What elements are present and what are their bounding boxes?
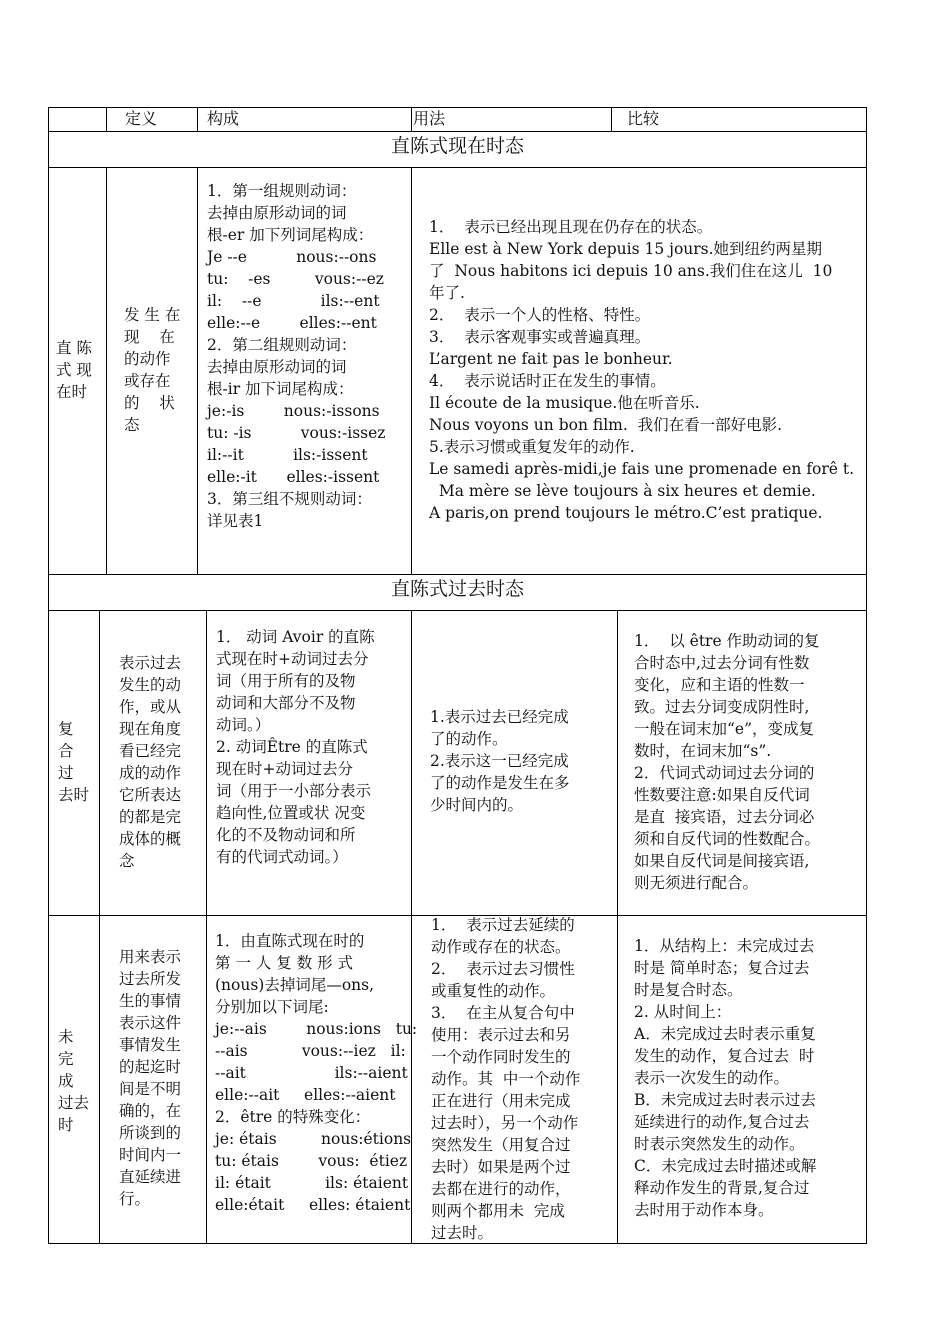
section-title-present: 直陈式现在时态 [390, 135, 524, 157]
text-line: C．未完成过去时描述或解 [634, 1157, 817, 1175]
passe-compose-definition [119, 652, 204, 872]
text-line: 了的动作是发生在多 [430, 774, 570, 792]
text-line: 去时用于动作本身。 [634, 1201, 774, 1219]
table-border-right [866, 107, 867, 1244]
text-line: 时是 简单时态；复合过去 [634, 959, 810, 977]
text-line: 现在角度 [119, 720, 182, 738]
imparfait-comparison [634, 935, 865, 1221]
text-line: je: étais nous:étions [215, 1130, 412, 1148]
text-line: 动词。） [216, 716, 271, 734]
text-line: 第 一 人 复 数 形 式 [215, 954, 354, 972]
text-line: 时是复合时态。 [634, 981, 743, 999]
text-line: je:--ais nous:ions tu: [215, 1020, 418, 1038]
text-line: 生的事情 [119, 992, 182, 1010]
text-line: 时间内一 [119, 1146, 182, 1164]
text-line: 去时）如果是两个过 [431, 1158, 571, 1176]
text-line: 趋向性,位置或状 况变 [216, 804, 366, 822]
text-line: 式现在时+动词过去分 [216, 650, 369, 668]
text-line: elle:--e elles:--ent [207, 314, 377, 332]
text-line: 过去时。 [431, 1224, 494, 1242]
text-line: 性数要注意:如果自反代词 [634, 786, 810, 804]
header-usage: 用法 [413, 109, 446, 128]
text-line: 4． 表示说话时正在发生的事情。 [429, 372, 666, 390]
text-line: 延续进行的动作,复合过去 [634, 1113, 810, 1131]
text-line: 变化，应和主语的性数一 [634, 676, 805, 694]
text-line: 用来表示 [119, 948, 182, 966]
past-divider [206, 610, 207, 1243]
passe-compose-usage [430, 706, 614, 816]
text-line: 致。过去分词变成阴性时, [634, 698, 810, 716]
text-line: 5.表示习惯或重复发年的动作. [429, 438, 635, 456]
text-line: 发生的动作，复合过去 时 [634, 1047, 815, 1065]
text-line: 成的动作 [119, 764, 182, 782]
text-line: 正在进行（用未完成 [431, 1092, 571, 1110]
text-line: 则两个都用未 完成 [431, 1202, 565, 1220]
present-usage [429, 216, 865, 524]
text-line: 行。 [119, 1190, 151, 1208]
text-line: 2．être 的特殊变化： [215, 1108, 371, 1126]
text-line: 2． 表示过去习惯性 [431, 960, 575, 978]
text-line: 去掉由原形动词的词 [207, 204, 347, 222]
text-line: 或重复性的动作。 [431, 982, 556, 1000]
text-line: 的都是完 [119, 808, 182, 826]
present-tense-name [56, 337, 102, 403]
imparfait-definition [119, 946, 204, 1210]
text-line: 1.表示过去已经完成 [430, 708, 569, 726]
text-line: 动词和大部分不及物 [216, 694, 356, 712]
section2-title-rule [48, 610, 867, 611]
text-line: 动作或存在的状态。 [431, 938, 571, 956]
text-line: 使用：表示过去和另 [431, 1026, 571, 1044]
text-line: 1．由直陈式现在时的 [215, 932, 365, 950]
text-line: 合 [58, 742, 74, 760]
text-line: --ait ils:--aient [215, 1064, 408, 1082]
present-definition [124, 304, 194, 436]
text-line: 2. 动词Être 的直陈式 [216, 738, 368, 756]
text-line: 2．代词式动词过去分词的 [634, 764, 815, 782]
text-line: 1．第一组规则动词： [207, 182, 357, 200]
text-line: il:--it ils:-issent [207, 446, 368, 464]
passe-compose-name [58, 718, 96, 806]
text-line: 去时 [58, 786, 90, 804]
present-row-rule [48, 574, 867, 575]
text-line: il: était ils: étaient [215, 1174, 409, 1192]
text-line: 根-ir 加下词尾构成： [207, 380, 354, 398]
text-line: tu: -es vous:--ez [207, 270, 384, 288]
text-line: 如果自反代词是间接宾语, [634, 852, 810, 870]
table-border-left [48, 107, 49, 1244]
header-comparison: 比较 [627, 109, 660, 128]
text-line: 1． 以 être 作助动词的复 [634, 632, 820, 650]
text-line: 过去时），另一个动作 [431, 1114, 579, 1132]
text-line: 过去 [58, 1094, 90, 1112]
text-line: 一个动作同时发生的 [431, 1048, 571, 1066]
text-line: 了 Nous habitons ici depuis 10 ans.我们住在这儿 10 [429, 262, 833, 280]
present-divider [106, 167, 107, 574]
imparfait-usage [431, 914, 615, 1244]
text-line: 发 生 在 [124, 306, 181, 324]
table-border-top [48, 107, 867, 108]
text-line: 念 [119, 852, 135, 870]
text-line: 根-er 加下列词尾构成： [207, 226, 374, 244]
past-divider [411, 610, 412, 1243]
header-row-rule [48, 131, 867, 132]
passe-compose-comparison [634, 630, 865, 894]
text-line: A．未完成过去时表示重复 [634, 1025, 816, 1043]
text-line: 成 [58, 1072, 74, 1090]
text-line: 事情发生 [119, 1036, 182, 1054]
text-line: 1．从结构上：未完成过去 [634, 937, 815, 955]
text-line: 发生的动 [119, 676, 182, 694]
text-line: 态 [124, 416, 140, 434]
text-line: il: --e ils:--ent [207, 292, 380, 310]
text-line: 2． 表示一个人的性格、特性。 [429, 306, 651, 324]
text-line: 少时间内的。 [430, 796, 524, 814]
text-line: 去掉由原形动词的词 [207, 358, 347, 376]
text-line: 1． 表示过去延续的 [431, 916, 575, 934]
header-divider [197, 107, 198, 131]
text-line: 化的不及物动词和所 [216, 826, 356, 844]
text-line: 作，或从 [119, 698, 182, 716]
text-line: je:-is nous:-issons [207, 402, 380, 420]
text-line: 直延续进 [119, 1168, 182, 1186]
text-line: --ais vous:--iez il: [215, 1042, 406, 1060]
text-line: elle:-it elles:-issent [207, 468, 380, 486]
text-line: Nous voyons un bon film. 我们在看一部好电影. [429, 416, 783, 434]
text-line: 时 [58, 1116, 74, 1134]
text-line: Le samedi après-midi,je fais une promenade en forê t. [429, 460, 855, 478]
text-line: 它所表达 [119, 786, 182, 804]
text-line: 表示这件 [119, 1014, 182, 1032]
present-formation [207, 180, 409, 532]
text-line: 成体的概 [119, 830, 182, 848]
text-line: (nous)去掉词尾—ons, [215, 976, 375, 994]
text-line: Ma mère se lève toujours à six heures et demie. [429, 482, 816, 500]
text-line: 词（用于所有的及物 [216, 672, 356, 690]
section1-title-rule [48, 167, 867, 168]
text-line: 的起迄时 [119, 1058, 182, 1076]
text-line: 式 现 [56, 361, 92, 379]
text-line: 看已经完 [119, 742, 182, 760]
text-line: 完 [58, 1050, 74, 1068]
text-line: L’argent ne fait pas le bonheur. [429, 350, 673, 368]
past-divider [617, 610, 618, 1243]
text-line: 确的，在 [119, 1102, 182, 1120]
text-line: 的 状 [124, 394, 175, 412]
text-line: 间是不明 [119, 1080, 182, 1098]
text-line: 3． 在主从复合句中 [431, 1004, 575, 1022]
text-line: 分别加以下词尾: [215, 998, 329, 1016]
text-line: 突然发生（用复合过 [431, 1136, 571, 1154]
text-line: 释动作发生的背景,复合过 [634, 1179, 810, 1197]
text-line: 在时 [56, 383, 88, 401]
text-line: 复 [58, 720, 74, 738]
imparfait-formation [215, 930, 418, 1216]
text-line: 3．第三组不规则动词： [207, 490, 372, 508]
text-line: Il écoute de la musique.他在听音乐. [429, 394, 700, 412]
header-definition: 定义 [125, 109, 158, 128]
text-line: 了的动作。 [430, 730, 508, 748]
text-line: A paris,on prend toujours le métro.C’est pratique. [429, 504, 823, 522]
text-line: 合时态中,过去分词有性数 [634, 654, 810, 672]
text-line: 词（用于一小部分表示 [216, 782, 372, 800]
text-line: Je --e nous:--ons [207, 248, 377, 266]
present-divider [411, 167, 412, 574]
header-divider [411, 107, 412, 131]
text-line: 去都在进行的动作， [431, 1180, 571, 1198]
header-formation: 构成 [207, 109, 240, 128]
passe-compose-formation [216, 626, 410, 868]
header-divider [611, 107, 612, 131]
text-line: 时表示突然发生的动作。 [634, 1135, 805, 1153]
text-line: 年了. [429, 284, 465, 302]
text-line: elle:était elles: étaient [215, 1196, 411, 1214]
text-line: 1． 动词 Avoir 的直陈 [216, 628, 375, 646]
text-line: 则无须进行配合。 [634, 874, 759, 892]
text-line: 1． 表示已经出现且现在仍存在的状态。 [429, 218, 713, 236]
text-line: 现在时+动词过去分 [216, 760, 353, 778]
text-line: 的动作 [124, 350, 171, 368]
text-line: 未 [58, 1028, 74, 1046]
text-line: elle:--ait elles:--aient [215, 1086, 396, 1104]
section-title-past: 直陈式过去时态 [390, 578, 524, 600]
text-line: 须和自反代词的性数配合。 [634, 830, 821, 848]
text-line: Elle est à New York depuis 15 jours.她到纽约两星期 [429, 240, 823, 258]
text-line: 表示过去 [119, 654, 182, 672]
header-divider [106, 107, 107, 131]
text-line: tu: étais vous: étiez [215, 1152, 408, 1170]
text-line: 过去所发 [119, 970, 182, 988]
imparfait-name [58, 1026, 98, 1136]
text-line: 现 在 [124, 328, 175, 346]
text-line: 2．第二组规则动词： [207, 336, 357, 354]
text-line: 有的代词式动词。） [216, 848, 348, 866]
text-line: 2. 从时间上： [634, 1003, 732, 1021]
text-line: 3． 表示客观事实或普遍真理。 [429, 328, 651, 346]
text-line: 2.表示这一已经完成 [430, 752, 569, 770]
text-line: B．未完成过去时表示过去 [634, 1091, 816, 1109]
text-line: 直 陈 [56, 339, 92, 357]
text-line: 一般在词末加“e”，变成复 [634, 720, 815, 738]
past-divider [99, 610, 100, 1243]
text-line: 数时，在词末加“s”. [634, 742, 772, 760]
text-line: 过 [58, 764, 74, 782]
text-line: 动作。其 中一个动作 [431, 1070, 581, 1088]
present-divider [197, 167, 198, 574]
text-line: 或存在 [124, 372, 171, 390]
text-line: 所谈到的 [119, 1124, 182, 1142]
text-line: tu: -is vous:-issez [207, 424, 386, 442]
text-line: 是直 接宾语，过去分词必 [634, 808, 815, 826]
text-line: 表示一次发生的动作。 [634, 1069, 790, 1087]
text-line: 详见表1 [207, 512, 264, 530]
